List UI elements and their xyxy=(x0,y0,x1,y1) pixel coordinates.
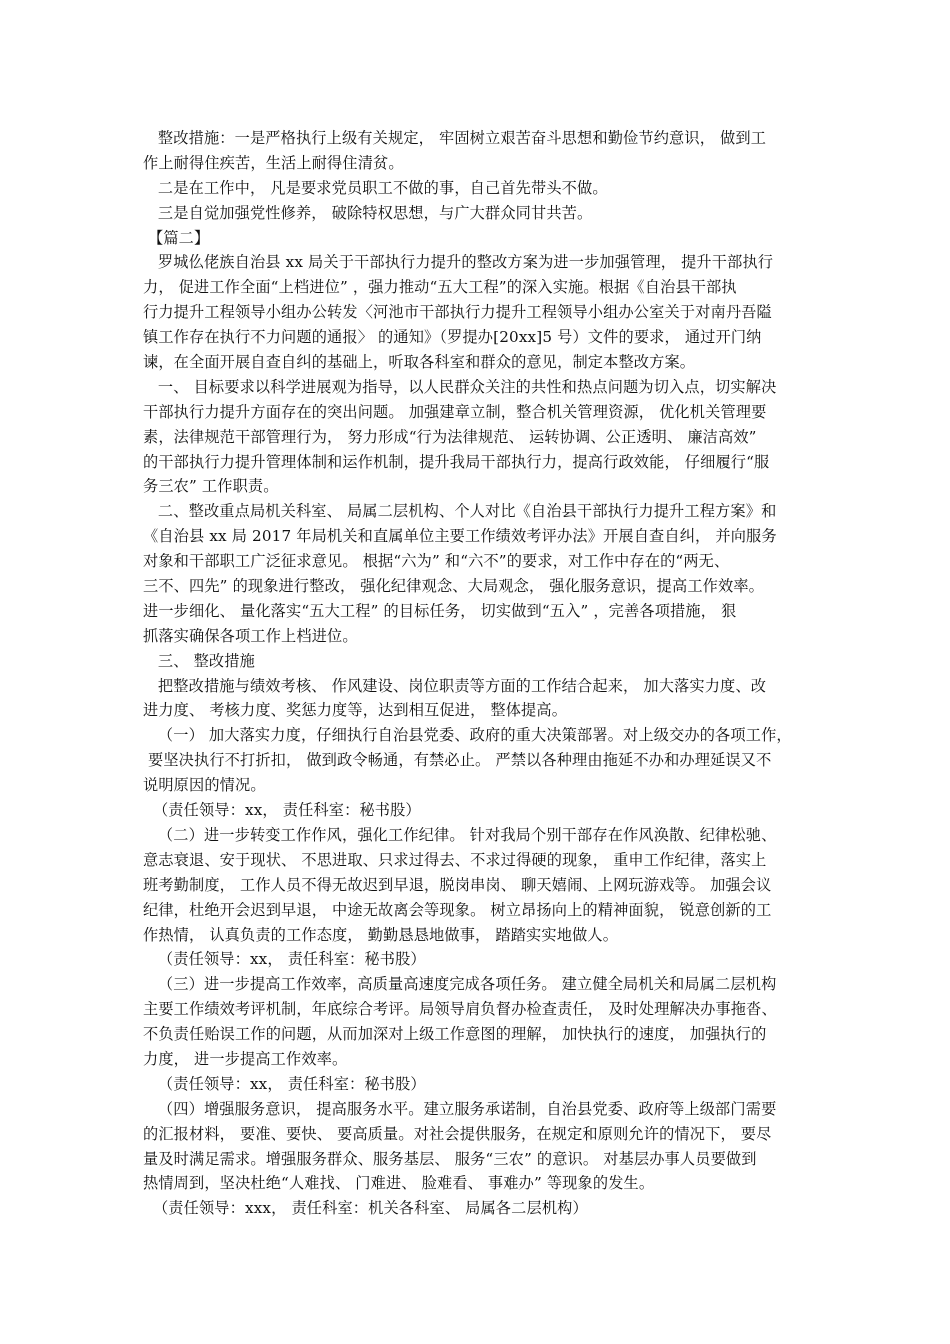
text-line: 三不、四先” 的现象进行整改， 强化纪律观念、大局观念， 强化服务意识，提高工作效率。 xyxy=(143,577,765,596)
text-line: 罗城仫佬族自治县 xx 局关于干部执行力提升的整改方案为进一步加强管理， 提升干部执行 xyxy=(143,253,774,272)
text-line: （责任领导：xx， 责任科室：秘书股） xyxy=(143,1074,426,1093)
text-line: 力度， 进一步提高工作效率。 xyxy=(143,1049,348,1068)
text-line: 不负责任贻误工作的问题，从而加深对上级工作意图的理解， 加快执行的速度， 加强执行的 xyxy=(143,1025,767,1044)
text-line: 三、 整改措施 xyxy=(143,651,255,670)
text-line: 【篇二】 xyxy=(143,228,210,247)
text-line: 镇工作存在执行不力问题的通报〉 的通知》（罗提办[20xx]5 号）文件的要求， 通过开门纳 xyxy=(143,328,762,347)
text-line: 热情周到，坚决杜绝“人难找、 门难进、 脸难看、 事难办” 等现象的发生。 xyxy=(143,1174,655,1193)
text-line: 把整改措施与绩效考核、 作风建设、岗位职责等方面的工作结合起来， 加大落实力度、改 xyxy=(143,676,767,695)
text-line: （一） 加大落实力度，仔细执行自治县党委、政府的重大决策部署。对上级交办的各项工作， xyxy=(143,726,792,745)
text-line: 的干部执行力提升管理体制和运作机制，提升我局干部执行力，提高行政效能， 仔细履行“服 xyxy=(143,452,770,471)
text-line: （四）增强服务意识， 提高服务水平。建立服务承诺制，自治县党委、政府等上级部门需要 xyxy=(143,1099,777,1118)
text-line: 二、整改重点局机关科室、 局属二层机构、个人对比《自治县干部执行力提升工程方案》和 xyxy=(143,502,777,521)
text-line: 要坚决执行不打折扣， 做到政令畅通，有禁必止。 严禁以各种理由拖延不办和办理延误又不 xyxy=(143,751,772,770)
text-line: （责任领导：xxx， 责任科室：机关各科室、 局属各二层机构） xyxy=(143,1199,588,1218)
text-line: 整改措施：一是严格执行上级有关规定， 牢固树立艰苦奋斗思想和勤俭节约意识， 做到工 xyxy=(143,129,767,147)
text-line: 作热情， 认真负责的工作态度， 勤勤恳恳地做事， 踏踏实实地做人。 xyxy=(143,925,619,944)
text-line: 班考勤制度， 工作人员不得无故迟到早退，脱岗串岗、 聊天嬉闹、上网玩游戏等。 加强会议 xyxy=(143,875,772,894)
text-line: 量及时满足需求。增强服务群众、服务基层、 服务“三农” 的意识。 对基层办事人员要做到 xyxy=(143,1149,757,1168)
text-line: 纪律，杜绝开会迟到早退， 中途无故离会等现象。 树立昂扬向上的精神面貌， 锐意创新的工 xyxy=(143,900,772,919)
text-line: 二是在工作中， 凡是要求党员职工不做的事，自己首先带头不做。 xyxy=(143,178,608,197)
text-line: 进力度、 考核力度、奖惩力度等，达到相互促进， 整体提高。 xyxy=(143,701,568,720)
text-line: 的汇报材料， 要准、要快、 要高质量。对社会提供服务，在规定和原则允许的情况下， 要尽 xyxy=(143,1124,772,1143)
text-line: （责任领导：xx， 责任科室：秘书股） xyxy=(143,801,421,820)
text-line: 主要工作绩效考评机制，年底综合考评。局领导肩负督办检查责任， 及时处理解决办事拖沓、 xyxy=(143,1000,777,1019)
document-body xyxy=(143,126,809,1221)
text-line: 谏，在全面开展自查自纠的基础上，听取各科室和群众的意见，制定本整改方案。 xyxy=(143,353,696,372)
text-line: 进一步细化、 量化落实“五大工程” 的目标任务， 切实做到“五入” ，完善各项措施， 狠 xyxy=(143,601,737,620)
text-line: 意志衰退、安于现状、 不思进取、只求过得去、不求过得硬的现象， 重申工作纪律，落实上 xyxy=(143,850,767,869)
text-line: 力， 促进工作全面“上档进位” ，强力推动“五大工程”的深入实施。根据《自治县干部执 xyxy=(143,278,737,297)
text-line: 三是自觉加强党性修养， 破除特权思想，与广大群众同甘共苦。 xyxy=(143,203,593,222)
text-line: 《自治县 xx 局 2017 年局机关和直属单位主要工作绩效考评办法》开展自查自纠， 并向服务 xyxy=(143,527,777,546)
text-line: （二）进一步转变工作作风，强化工作纪律。 针对我局个别干部存在作风涣散、纪律松驰、 xyxy=(143,825,777,844)
text-line: 抓落实确保各项工作上档进位。 xyxy=(143,626,358,645)
text-line: 一、 目标要求以科学进展观为指导，以人民群众关注的共性和热点问题为切入点，切实解决 xyxy=(143,377,777,396)
text-line: 对象和干部职工广泛征求意见。 根据“六为” 和“六不”的要求，对工作中存在的“两无、 xyxy=(143,552,730,571)
text-line: 行力提升工程领导小组办公转发〈河池市干部执行力提升工程领导小组办公室关于对南丹吾隘 xyxy=(143,303,772,322)
text-line: （三）进一步提高工作效率，高质量高速度完成各项任务。 建立健全局机关和局属二层机构 xyxy=(143,975,777,994)
text-line: 素，法律规范干部管理行为， 努力形成“行为法律规范、 运转协调、公正透明、 廉洁高效” xyxy=(143,427,757,446)
text-line: 务三农” 工作职责。 xyxy=(143,477,279,496)
text-line: 作上耐得住疾苦，生活上耐得住清贫。 xyxy=(143,153,404,172)
text-line: 说明原因的情况。 xyxy=(143,776,266,795)
text-line: 干部执行力提升方面存在的突出问题。 加强建章立制，整合机关管理资源， 优化机关管理要 xyxy=(143,402,767,421)
text-line: （责任领导：xx， 责任科室：秘书股） xyxy=(143,950,426,969)
